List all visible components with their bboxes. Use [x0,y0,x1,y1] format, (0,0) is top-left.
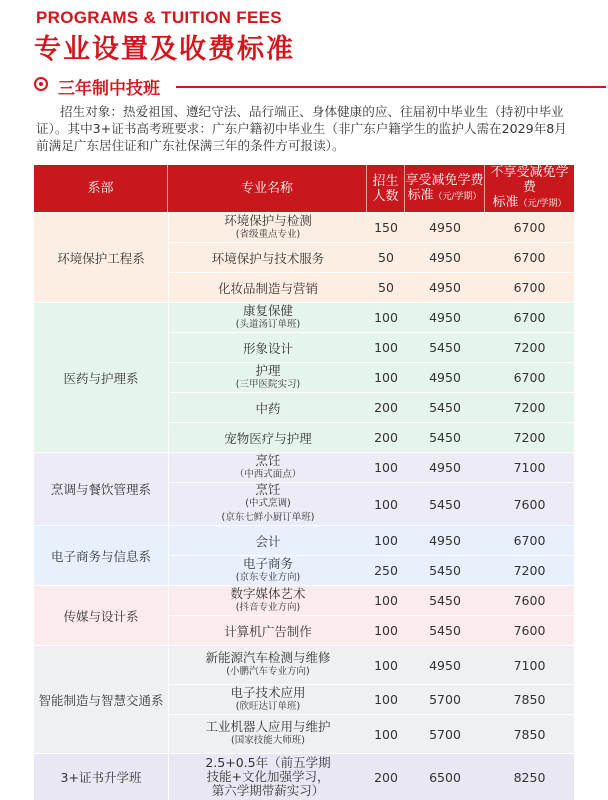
fee-full-cell: 6700 [485,362,574,392]
dept-cell: 医药与护理系 [34,302,168,452]
quota-cell: 100 [367,482,405,525]
major-cell: 烹饪 (中式烹调) (京东七鲜小厨订单班) [168,482,367,525]
major-cell: 护理 (三甲医院实习) [168,362,367,392]
title-chinese: 专业设置及收费标准 [34,34,295,65]
major-cell: 新能源汽车检测与维修 (小鹏汽车专业方向) [168,645,367,684]
dept-cell: 智能制造与智慧交通系 [34,645,168,753]
quota-cell: 100 [367,332,405,362]
table-row [34,452,574,482]
quota-cell: 150 [367,212,405,242]
fee-reduced-cell: 5450 [405,555,485,585]
quota-cell: 200 [367,753,405,800]
fee-full-cell: 6700 [485,242,574,272]
fee-reduced-cell: 4950 [405,362,485,392]
major-cell: 烹饪 （中西式面点） [168,452,367,482]
fee-reduced-cell: 5450 [405,615,485,645]
title-english: PROGRAMS & TUITION FEES [36,8,282,27]
section-divider [176,86,606,88]
major-cell: 计算机广告制作 [168,615,367,645]
fee-reduced-cell: 4950 [405,272,485,302]
fee-full-cell: 7200 [485,555,574,585]
fee-full-cell: 7850 [485,714,574,753]
table-row [34,525,574,555]
fee-reduced-cell: 4950 [405,242,485,272]
major-cell: 工业机器人应用与维护 (国家技能大师班) [168,714,367,753]
fee-reduced-cell: 5450 [405,392,485,422]
fee-full-cell: 7200 [485,332,574,362]
dept-cell: 烹调与餐饮管理系 [34,452,168,525]
dept-cell: 传媒与设计系 [34,585,168,645]
intro-rest: 证）。其中3+证书高考班要求：广东户籍初中毕业生（非广东户籍学生的监护人需在2029年8月前满足广东居住证和广东社保满三年的条件方可报读）。 [36,121,567,153]
fee-full-cell: 7850 [485,684,574,714]
major-cell: 康复保健 (头道汤订单班) [168,302,367,332]
quota-cell: 100 [367,525,405,555]
intro-line-1: 招生对象：热爱祖国、遵纪守法、品行端正、身体健康的应、往届初中毕业生（持初中毕业 [60,104,564,119]
section-header [34,74,606,98]
fee-reduced-cell: 4950 [405,302,485,332]
quota-cell: 200 [367,392,405,422]
fee-full-cell: 6700 [485,212,574,242]
fee-reduced-cell: 5450 [405,585,485,615]
major-cell: 形象设计 [168,332,367,362]
dept-cell: 电子商务与信息系 [34,525,168,585]
quota-cell: 250 [367,555,405,585]
dept-cell: 环境保护工程系 [34,212,168,302]
table-row [34,585,574,615]
fee-reduced-cell: 5450 [405,422,485,452]
fee-reduced-cell: 4950 [405,645,485,684]
section-title: 三年制中技班 [58,79,160,99]
fee-reduced-cell: 4950 [405,452,485,482]
quota-cell: 100 [367,714,405,753]
quota-cell: 100 [367,645,405,684]
table-row [34,645,574,684]
header-fee-full: 不享受减免学费 标准（元/学期） [485,165,574,212]
dept-cell: 3+证书升学班 [34,753,168,800]
fee-full-cell: 7600 [485,615,574,645]
header-quota: 招生 人数 [367,165,405,212]
fee-full-cell: 7100 [485,645,574,684]
table-row [34,753,574,800]
quota-cell: 100 [367,302,405,332]
fee-full-cell: 6700 [485,525,574,555]
header-dept: 系部 [34,165,168,212]
fee-full-cell: 6700 [485,272,574,302]
quota-cell: 100 [367,585,405,615]
major-cell: 宠物医疗与护理 [168,422,367,452]
table-row [34,302,574,332]
fee-full-cell: 8250 [485,753,574,800]
major-cell: 化妆品制造与营销 [168,272,367,302]
major-cell: 环境保护与检测 (省级重点专业) [168,212,367,242]
header-fee-reduced: 享受减免学费 标准（元/学期） [405,165,485,212]
major-cell: 电子商务 (京东专业方向) [168,555,367,585]
fee-reduced-cell: 6500 [405,753,485,800]
quota-cell: 100 [367,615,405,645]
table-header-row [34,165,574,212]
fee-reduced-cell: 5450 [405,332,485,362]
fees-table [34,165,574,800]
quota-cell: 100 [367,362,405,392]
major-cell: 电子技术应用 (欣旺达订单班) [168,684,367,714]
major-cell: 数字媒体艺术 (抖音专业方向) [168,585,367,615]
fee-reduced-cell: 5450 [405,482,485,525]
quota-cell: 50 [367,272,405,302]
major-cell: 中药 [168,392,367,422]
fee-full-cell: 7200 [485,422,574,452]
target-bullet-icon [34,77,48,91]
fee-reduced-cell: 5700 [405,714,485,753]
quota-cell: 200 [367,422,405,452]
header-major: 专业名称 [168,165,367,212]
major-cell: 2.5+0.5年（前五学期 技能+文化加强学习， 第六学期带薪实习） [168,753,367,800]
fee-reduced-cell: 4950 [405,525,485,555]
major-cell: 环境保护与技术服务 [168,242,367,272]
fee-full-cell: 7600 [485,585,574,615]
enrollment-intro [36,103,576,154]
fee-full-cell: 7600 [485,482,574,525]
quota-cell: 50 [367,242,405,272]
fee-reduced-cell: 5700 [405,684,485,714]
quota-cell: 100 [367,452,405,482]
table-row [34,212,574,242]
fee-full-cell: 7200 [485,392,574,422]
major-cell: 会计 [168,525,367,555]
quota-cell: 100 [367,684,405,714]
fee-full-cell: 6700 [485,302,574,332]
fee-full-cell: 7100 [485,452,574,482]
fee-reduced-cell: 4950 [405,212,485,242]
